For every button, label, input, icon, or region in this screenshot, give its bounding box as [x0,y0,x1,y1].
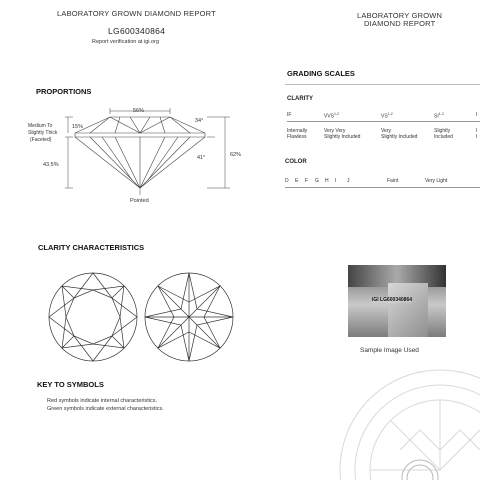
divider [285,84,480,85]
color-scale-line [285,187,480,188]
report-number: LG600340864 [108,26,166,36]
key-to-symbols-heading: KEY TO SYMBOLS [37,380,104,389]
color-letter: I [335,178,337,184]
report-title-right-line1: LABORATORY GROWN [357,11,443,20]
clarity-scale [287,112,480,146]
crown-height: 15% [72,124,84,130]
color-letter: J [347,178,350,184]
report-title-left: LABORATORY GROWN DIAMOND REPORT [57,9,216,18]
clarity-scale-line [287,121,480,122]
pavilion-angle: 41° [197,155,206,161]
clarity-grade-desc-line2: Slightly Included [324,134,361,140]
clarity-characteristics-heading: CLARITY CHARACTERISTICS [38,243,145,252]
clarity-grade-code: VS$^{1-2}$ [381,112,393,120]
key-internal-line: Red symbols indicate internal characteristics. [47,398,158,404]
clarity-grade-code: SI$^{1-2}$ [434,112,444,120]
key-external-line: Green symbols indicate external characteristics. [47,406,164,412]
color-letter: D [285,178,289,184]
clarity-grade-desc-line1: Very [381,128,392,134]
girdle-line1: Medium To [28,123,53,129]
sample-image-caption: Sample Image Used [360,347,419,354]
diamond-crown-plot [48,272,138,362]
clarity-grade-desc-line1: Very Very [324,128,346,134]
watermark-seal [330,360,480,480]
inscription-text: IGI LG600340864 [372,297,413,303]
color-letter: H [325,178,329,184]
clarity-grade-desc-line2: Included [434,134,453,140]
clarity-grade-desc-line1: Slightly [434,128,451,134]
color-scale [285,178,480,192]
table-percent: 56% [133,108,145,114]
clarity-scale-heading: CLARITY [287,96,313,102]
proportions-heading: PROPORTIONS [36,87,92,96]
grading-scales-heading: GRADING SCALES [287,69,355,78]
clarity-grade-code: VVS$^{1-2}$ [324,112,340,120]
color-letter: G [315,178,319,184]
color-letter: E [295,178,299,184]
color-scale-heading: COLOR [285,159,307,165]
diamond-pavilion-plot [144,272,234,362]
clarity-grade-desc-line2: Flawless [287,134,307,140]
total-depth: 62% [230,152,242,158]
girdle-line2: Slightly Thick [28,130,58,136]
report-verification[interactable]: Report verification at igi.org [92,39,159,45]
clarity-grade-desc-line2: I [476,134,478,140]
pavilion-depth: 43.5% [43,162,59,168]
clarity-grade [287,112,291,118]
color-very-light: Very Light [425,178,448,184]
clarity-grade-desc-line2: Slightly Included [381,134,418,140]
color-letter: F [305,178,309,184]
clarity-grade-desc-line1: Internally [287,128,308,134]
image-facet [388,283,428,337]
clarity-grade-desc-line1: I [476,128,478,134]
clarity-grade-code: IF [287,112,292,118]
culet: Pointed [130,198,149,204]
color-faint: Faint [387,178,399,184]
girdle-line3: (Faceted) [30,137,52,143]
clarity-grade-code: I [476,112,478,118]
crown-angle: 34° [195,118,204,124]
proportions-diagram [20,100,270,210]
report-title-right-line2: DIAMOND REPORT [364,19,436,28]
sample-inscription-image [348,265,446,337]
